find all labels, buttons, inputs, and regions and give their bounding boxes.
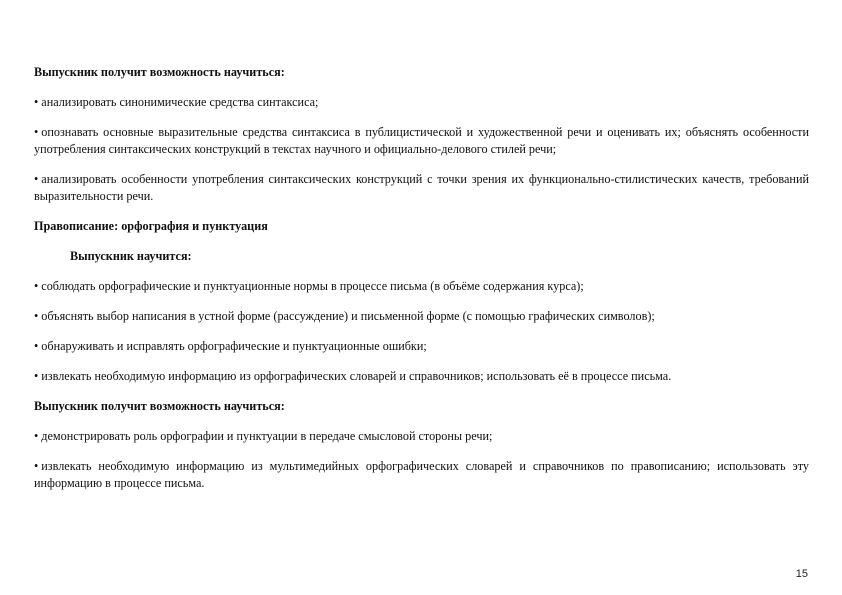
list-item: [34, 338, 809, 355]
list-item: [34, 124, 809, 158]
list-item: [34, 278, 809, 295]
list-item: [34, 458, 809, 492]
list-item-text: анализировать синонимические средства синтаксиса;: [41, 95, 319, 109]
list-item: [34, 428, 809, 445]
bullet: •: [34, 172, 39, 186]
list-item: [34, 171, 809, 205]
document-page: [34, 64, 809, 492]
list-item-text: извлекать необходимую информацию из орфографических словарей и справочников; использовать её в процессе письма.: [41, 369, 672, 383]
list-item: [34, 308, 809, 325]
page-number: 15: [795, 568, 808, 580]
section1-heading: Выпускник получит возможность научиться:: [34, 65, 285, 79]
list-item-text: соблюдать орфографические и пунктуационные нормы в процессе письма (в объёме содержания курса);: [41, 279, 584, 293]
bullet: •: [34, 95, 39, 109]
list-item: [34, 94, 809, 111]
list-item-text: объяснять выбор написания в устной форме (рассуждение) и письменной форме (с помощью графических символов);: [41, 309, 655, 323]
section2-title: Правописание: орфография и пунктуация: [34, 219, 268, 233]
bullet: •: [34, 429, 39, 443]
bullet: •: [34, 279, 39, 293]
list-item-text: обнаруживать и исправлять орфографические и пунктуационные ошибки;: [41, 339, 427, 353]
list-item-text: анализировать особенности употребления синтаксических конструкций с точки зрения их функционально-стилистических качеств, требований выразительности речи.: [34, 172, 809, 203]
bullet: •: [34, 339, 39, 353]
bullet: •: [34, 309, 39, 323]
bullet: •: [34, 125, 39, 139]
list-item-text: опознавать основные выразительные средства синтаксиса в публицистической и художественной речи и оценивать их; объяснять особенности употребления синтаксических конструкций в текстах научного и официально-делового стилей речи;: [34, 125, 809, 156]
bullet: •: [34, 369, 39, 383]
section3-heading: Выпускник получит возможность научиться:: [34, 399, 285, 413]
bullet: •: [34, 459, 39, 473]
list-item-text: демонстрировать роль орфографии и пунктуации в передаче смысловой стороны речи;: [41, 429, 493, 443]
section2-heading: Выпускник научится:: [70, 249, 192, 263]
list-item-text: извлекать необходимую информацию из мультимедийных орфографических словарей и справочников по правописанию; использовать эту информацию в процессе письма.: [34, 459, 809, 490]
list-item: [34, 368, 809, 385]
